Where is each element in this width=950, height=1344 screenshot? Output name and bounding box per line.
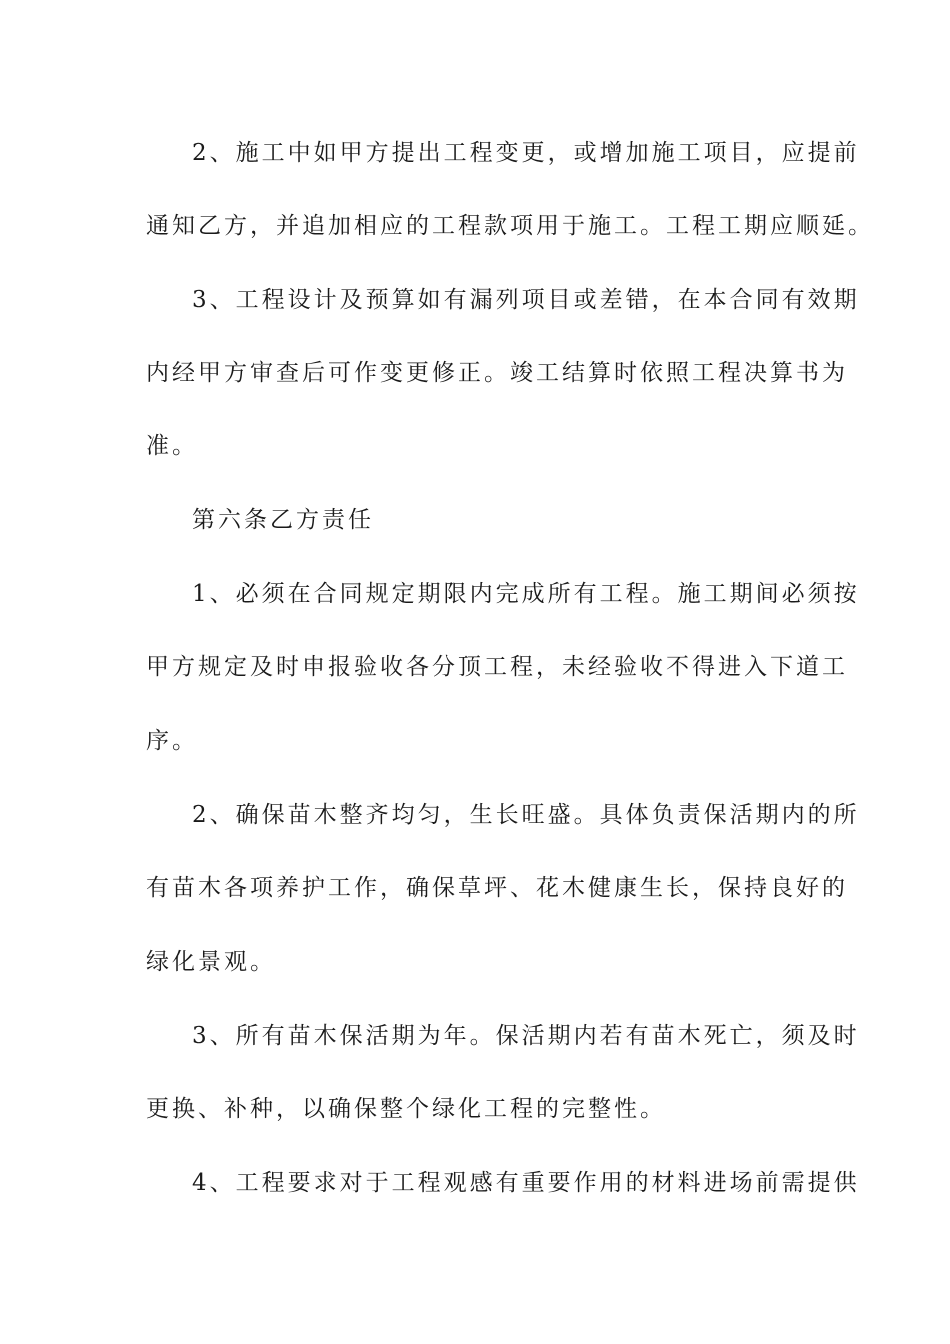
paragraph-line: 3、工程设计及预算如有漏列项目或差错，在本合同有效期 bbox=[192, 287, 860, 313]
paragraph-line: 有苗木各项养护工作，确保草坪、花木健康生长，保持良好的 bbox=[146, 875, 848, 901]
paragraph-line: 绿化景观。 bbox=[146, 949, 276, 975]
section-heading: 第六条乙方责任 bbox=[192, 507, 374, 533]
paragraph-line: 4、工程要求对于工程观感有重要作用的材料进场前需提供 bbox=[192, 1170, 860, 1196]
paragraph-line: 3、所有苗木保活期为年。保活期内若有苗木死亡，须及时 bbox=[192, 1023, 860, 1049]
paragraph-line: 2、施工中如甲方提出工程变更，或增加施工项目，应提前 bbox=[192, 140, 860, 166]
paragraph-line: 1、必须在合同规定期限内完成所有工程。施工期间必须按 bbox=[192, 581, 860, 607]
paragraph-line: 内经甲方审查后可作变更修正。竣工结算时依照工程决算书为 bbox=[146, 360, 848, 386]
paragraph-line: 更换、补种，以确保整个绿化工程的完整性。 bbox=[146, 1096, 666, 1122]
paragraph-line: 准。 bbox=[146, 433, 198, 459]
paragraph-line: 通知乙方，并追加相应的工程款项用于施工。工程工期应顺延。 bbox=[146, 213, 874, 239]
paragraph-line: 2、确保苗木整齐均匀，生长旺盛。具体负责保活期内的所 bbox=[192, 802, 860, 828]
paragraph-line: 序。 bbox=[146, 728, 198, 754]
paragraph-line: 甲方规定及时申报验收各分顶工程，未经验收不得进入下道工 bbox=[146, 654, 848, 680]
